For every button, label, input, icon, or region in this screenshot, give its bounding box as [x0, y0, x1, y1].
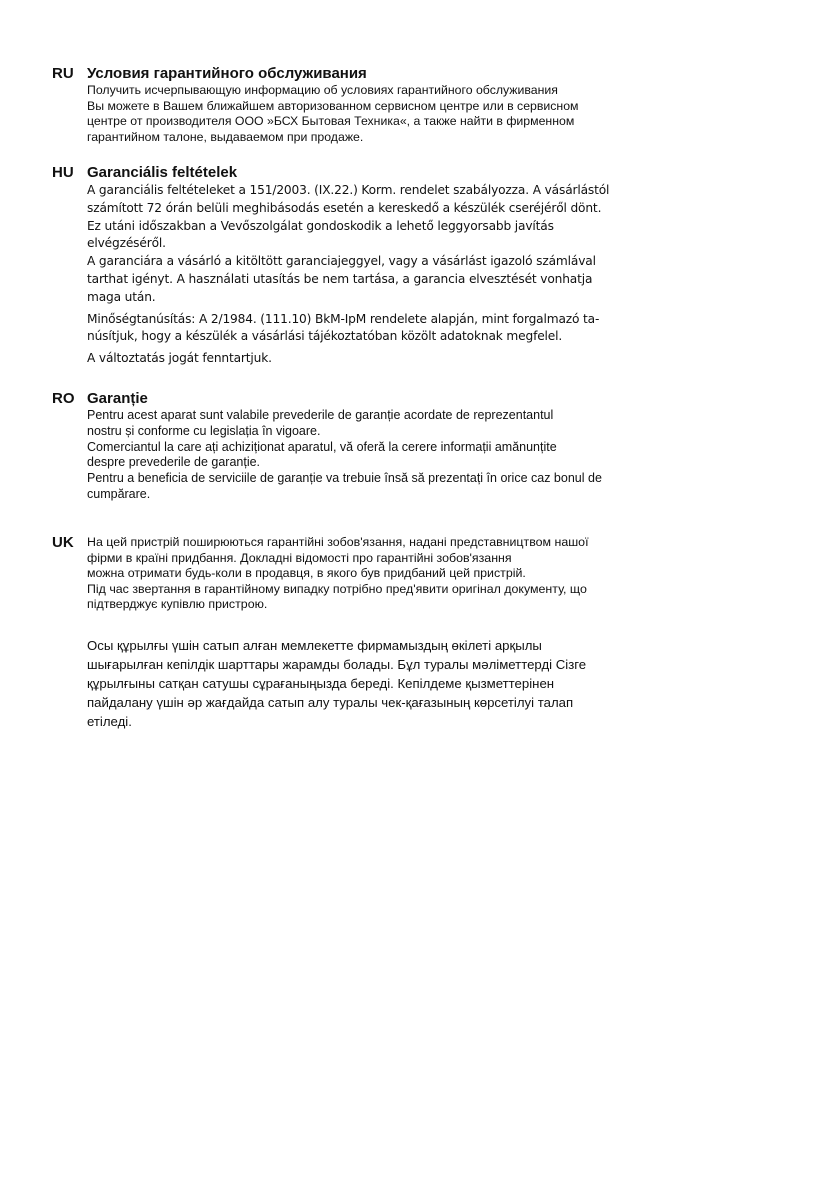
- hu-line: számított 72 órán belüli meghibásodás esetén a kereskedő a készülék cseréjéről dönt.: [87, 200, 602, 215]
- section-ru-title: Условия гарантийного обслуживания: [87, 65, 367, 82]
- ro-line: Pentru a beneficia de serviciile de garanție va trebuie însă să prezentați în orice caz bonul de: [87, 471, 602, 486]
- section-uk-body: [87, 535, 692, 613]
- kz-line: Осы құрылғы үшін сатып алған мемлекетте фирмамыздың өкілеті арқылы: [87, 638, 542, 653]
- uk-line: На цей пристрій поширюються гарантійні зобов'язання, надані представництвом нашої: [87, 535, 589, 549]
- hu-line: A garanciális feltételeket a 151/2003. (IX.22.) Korm. rendelet szabályozza. A vásárlástól: [87, 183, 610, 197]
- kz-line: құрылғыны сатқан сатушы сұрағаныңызда береді. Кепілдеме қызметтерінен: [87, 676, 555, 691]
- ro-line: nostru și conforme cu legislația în vigoare.: [87, 423, 321, 438]
- uk-line: Під час звертання в гарантійному випадку потрібно пред'явити оригінал документу, що: [87, 581, 587, 596]
- section-uk: [52, 534, 692, 613]
- hu-cert-line: Minőségtanúsítás: A 2/1984. (111.10) BkM-IpM rendelete alapján, mint forgalmazó ta-: [87, 311, 600, 326]
- section-kz-body: [87, 636, 692, 731]
- uk-line: можна отримати будь-коли в продавця, в якого був придбаний цей пристрій.: [87, 566, 526, 581]
- language-code-hu: HU: [52, 164, 74, 181]
- section-ru-body: [87, 83, 692, 145]
- ru-line: Получить исчерпывающую информацию об условиях гарантийного обслуживания: [87, 83, 558, 97]
- ro-line: cumpărare.: [87, 486, 151, 501]
- section-hu-reserve: A változtatás jogát fenntartjuk.: [87, 351, 272, 366]
- section-ro: [52, 390, 692, 503]
- section-kz: [52, 636, 692, 731]
- section-ru-content: [87, 65, 692, 145]
- ro-line: Pentru acest aparat sunt valabile prevederile de garanție acordate de reprezentantul: [87, 408, 554, 422]
- ro-line: Comerciantul la care ați achiziționat aparatul, vă oferă la cerere informații amănunțite: [87, 439, 557, 454]
- section-hu: [52, 164, 692, 368]
- hu-line: tarthat igényt. A használati utasítás be nem tartása, a garancia elvesztését vonhatja: [87, 271, 593, 286]
- uk-line: підтверджує купівлю пристрою.: [87, 597, 268, 612]
- section-hu-content: [87, 164, 692, 368]
- hu-line: maga után.: [87, 289, 156, 304]
- kz-line: пайдалану үшін әр жағдайда сатып алу туралы чек-қағазының көрсетілуі талап: [87, 695, 574, 710]
- section-ro-body: [87, 408, 692, 503]
- section-hu-title: Garanciális feltételek: [87, 164, 238, 181]
- section-kz-content: [87, 636, 692, 731]
- section-ro-title: Garanție: [87, 390, 148, 407]
- language-code-ru: RU: [52, 65, 74, 82]
- kz-line: шығарылған кепілдік шарттары жарамды болады. Бұл туралы мәліметтерді Сізге: [87, 657, 587, 672]
- section-uk-content: [87, 534, 692, 613]
- kz-line: етіледі.: [87, 714, 132, 729]
- language-code-ro: RO: [52, 390, 75, 407]
- uk-line: фірми в країні придбання. Докладні відомості про гарантійні зобов'язання: [87, 550, 512, 565]
- section-ru: [52, 65, 692, 145]
- hu-cert-line: núsítjuk, hogy a készülék a vásárlási tájékoztatóban közölt adatoknak megfelel.: [87, 329, 563, 344]
- hu-line: A garanciára a vásárló a kitöltött garanciajeggyel, vagy a vásárlást igazoló számlával: [87, 254, 596, 269]
- ro-line: despre prevederile de garanție.: [87, 455, 261, 470]
- ru-line: центре от производителя ООО »БСХ Бытовая Техника«, а также найти в фирменном: [87, 114, 575, 129]
- ru-line: гарантийном талоне, выдаваемом при продаже.: [87, 129, 364, 144]
- hu-line: elvégzéséről.: [87, 236, 166, 251]
- section-hu-body: [87, 182, 692, 307]
- section-hu-certification: [87, 311, 692, 347]
- hu-line: Ez utáni időszakban a Vevőszolgálat gondoskodik a lehető leggyorsabb javítás: [87, 218, 554, 233]
- language-code-uk: UK: [52, 534, 74, 551]
- section-ro-content: [87, 390, 692, 503]
- ru-line: Вы можете в Вашем ближайшем авторизованном сервисном центре или в сервисном: [87, 98, 579, 113]
